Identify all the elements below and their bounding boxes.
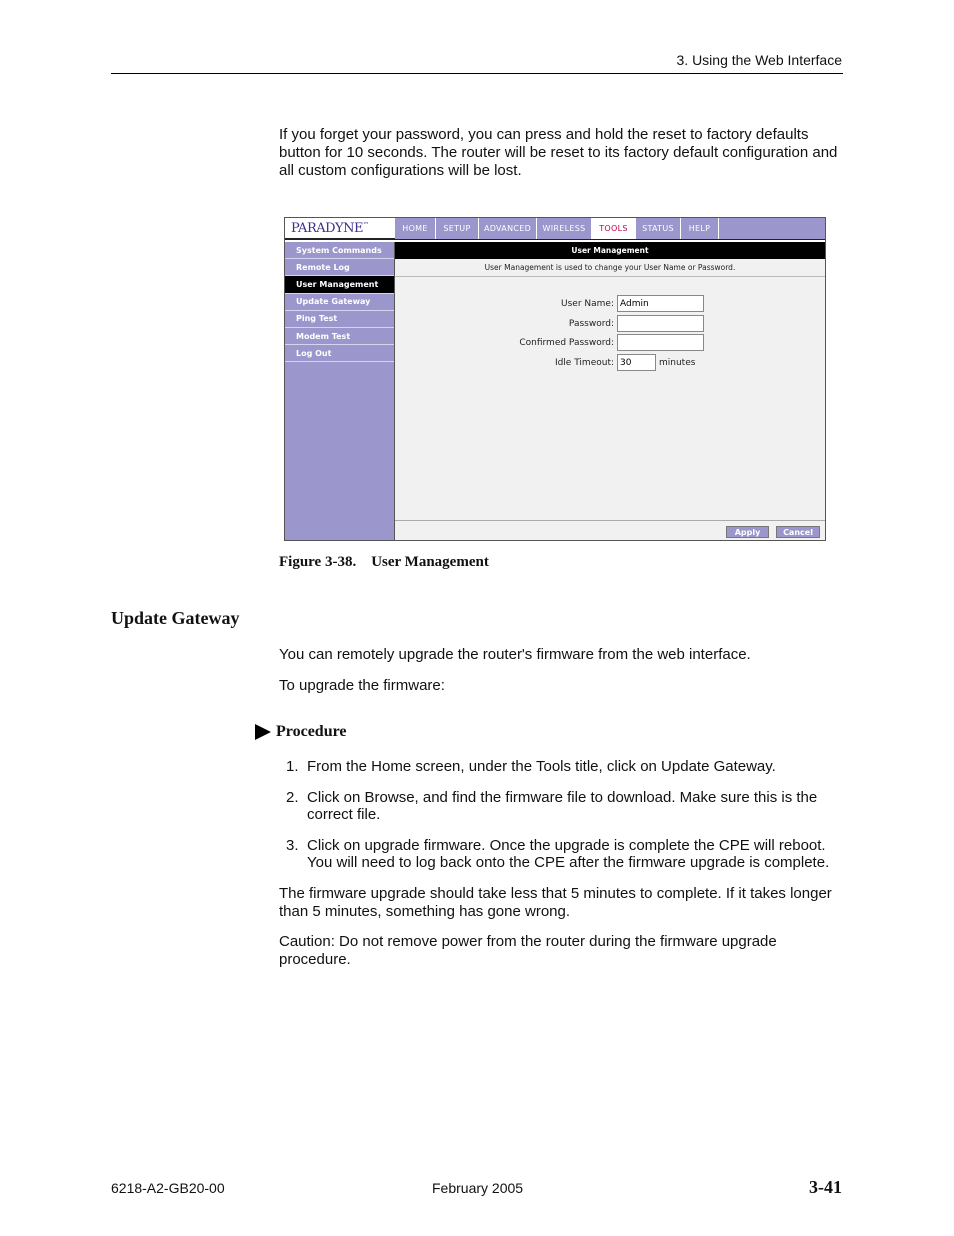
procedure-label: Procedure <box>276 723 347 740</box>
sidebar-item-modem-test[interactable]: Modem Test <box>285 328 394 345</box>
list-item <box>286 758 846 775</box>
user-management-screenshot <box>284 217 826 541</box>
sidebar-item-remote-log[interactable]: Remote Log <box>285 259 394 276</box>
tab-home[interactable]: HOME <box>395 218 436 239</box>
sidebar <box>285 242 395 540</box>
user-name-input[interactable] <box>617 295 704 312</box>
triangle-icon <box>255 724 271 740</box>
apply-button[interactable]: Apply <box>726 526 769 538</box>
list-item <box>286 837 846 871</box>
procedure-heading <box>255 723 347 741</box>
footer-date: February 2005 <box>432 1180 524 1196</box>
confirmed-password-row <box>395 334 825 352</box>
top-nav <box>395 218 825 239</box>
paragraph-to-upgrade: To upgrade the firmware: <box>279 677 445 694</box>
step-text: Click on upgrade firmware. Once the upgrade is complete the CPE will reboot. You will need to log back onto the CPE after the firmware upgrade is complete. <box>307 837 830 871</box>
user-name-row <box>395 295 825 313</box>
password-input[interactable] <box>617 315 704 332</box>
idle-timeout-input[interactable] <box>617 354 656 371</box>
paragraph-caution: Caution: Do not remove power from the router during the firmware upgrade procedure. <box>279 933 777 968</box>
tab-advanced[interactable]: ADVANCED <box>479 218 537 239</box>
page-number: 3-41 <box>809 1177 842 1197</box>
step-number: 3. <box>286 837 299 854</box>
tab-wireless[interactable]: WIRELESS <box>537 218 592 239</box>
step-number: 2. <box>286 789 299 806</box>
confirmed-password-input[interactable] <box>617 334 704 351</box>
main-panel <box>395 242 825 540</box>
idle-timeout-row <box>395 354 825 372</box>
section-heading: Update Gateway <box>111 608 240 628</box>
sidebar-item-log-out[interactable]: Log Out <box>285 345 394 362</box>
paragraph-intro: You can remotely upgrade the router's firmware from the web interface. <box>279 646 751 663</box>
paragraph-duration: The firmware upgrade should take less that 5 minutes to complete. If it takes longer than 5 minutes, something has gone wrong. <box>279 885 832 920</box>
step-text: Click on Browse, and find the firmware file to download. Make sure this is the correct file. <box>307 789 818 823</box>
sidebar-item-system-commands[interactable]: System Commands <box>285 242 394 259</box>
tab-tools[interactable]: TOOLS <box>592 218 636 239</box>
intro-paragraph: If you forget your password, you can press and hold the reset to factory defaults button for 10 seconds. The router will be reset to its factory default configuration and all custom configurations will be lost. <box>279 126 838 179</box>
step-text: From the Home screen, under the Tools title, click on Update Gateway. <box>307 758 776 775</box>
panel-title: User Management <box>395 242 825 259</box>
list-item <box>286 789 846 823</box>
header-rule <box>111 73 843 74</box>
password-label: Password: <box>568 319 614 329</box>
tab-help[interactable]: HELP <box>681 218 719 239</box>
step-number: 1. <box>286 758 299 775</box>
confirmed-password-label: Confirmed Password: <box>519 338 614 348</box>
tab-status[interactable]: STATUS <box>636 218 681 239</box>
sidebar-item-user-management[interactable]: User Management <box>285 276 394 293</box>
idle-timeout-label: Idle Timeout: <box>554 358 614 368</box>
tab-setup[interactable]: SETUP <box>436 218 479 239</box>
idle-timeout-unit: minutes <box>659 358 696 368</box>
paradyne-logo: PARADYNE™ <box>291 221 369 236</box>
cancel-button[interactable]: Cancel <box>776 526 820 538</box>
panel-description: User Management is used to change your User Name or Password. <box>395 259 825 277</box>
figure-caption: Figure 3-38. User Management <box>279 554 489 570</box>
running-header: 3. Using the Web Interface <box>676 52 842 68</box>
sidebar-item-update-gateway[interactable]: Update Gateway <box>285 294 394 311</box>
sidebar-item-ping-test[interactable]: Ping Test <box>285 311 394 328</box>
screenshot-topbar <box>285 218 825 240</box>
footer-doc-number: 6218-A2-GB20-00 <box>111 1180 225 1196</box>
password-row <box>395 315 825 333</box>
user-name-label: User Name: <box>561 299 614 309</box>
panel-footer <box>395 520 825 540</box>
